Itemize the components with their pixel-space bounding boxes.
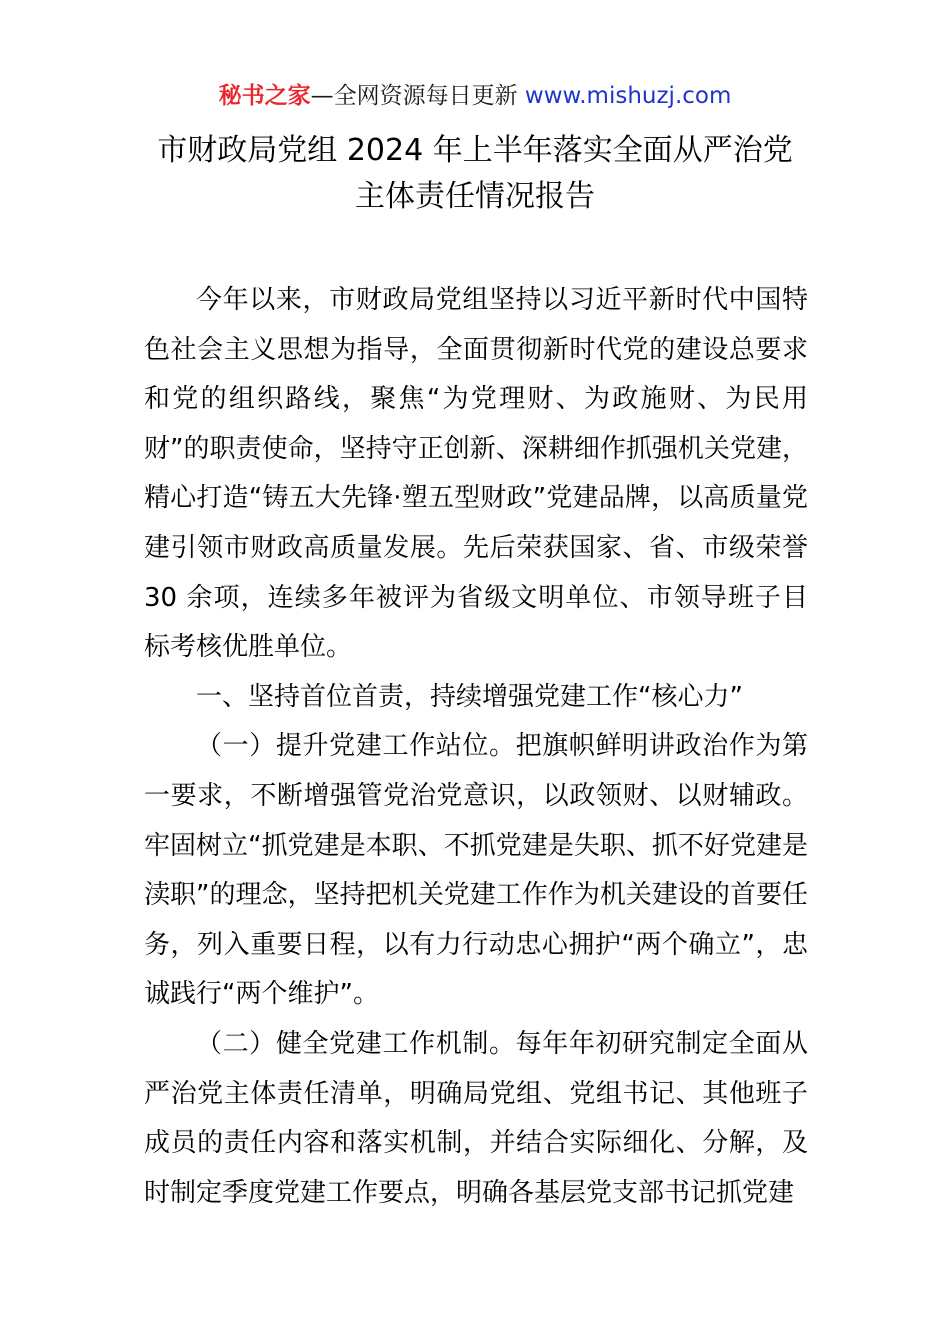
section-heading: 一、坚持首位首责，持续增强党建工作“核心力” [196, 681, 743, 712]
site-url-link[interactable]: www.mishuzj.com [524, 83, 732, 109]
brand-name: 秘书之家 [218, 83, 311, 109]
body-paragraph: （二）健全党建工作机制。每年年初研究制定全面从严治党主体责任清单，明确局党组、党组书记、其他班子成员的责任内容和落实机制，并结合实际细化、分解，及时制定季度党建工作要点，明确各基层党支部书记抓党建 [144, 1028, 808, 1208]
document-body [144, 276, 808, 1218]
intro-paragraph: 今年以来，市财政局党组坚持以习近平新时代中国特色社会主义思想为指导，全面贯彻新时代党的建设总要求和党的组织路线，聚焦“为党理财、为政施财、为民用财”的职责使命，坚持守正创新、深耕细作抓强机关党建，精心打造“铸五大先锋·塑五型财政”党建品牌，以高质量党建引领市财政高质量发展。先后荣获国家、省、市级荣誉 30 余项，连续多年被评为省级文明单位、市领导班子目标考核优胜单位。 [144, 285, 808, 663]
body-paragraph: （一）提升党建工作站位。把旗帜鲜明讲政治作为第一要求，不断增强管党治党意识，以政领财、以财辅政。牢固树立“抓党建是本职、不抓党建是失职、抓不好党建是渎职”的理念，坚持把机关党建工作作为机关建设的首要任务，列入重要日程，以有力行动忠心拥护“两个确立”，忠诚践行“两个维护”。 [144, 731, 808, 1010]
header-tagline: —全网资源每日更新 [310, 83, 525, 109]
site-header [0, 80, 950, 112]
title-line-2: 主体责任情况报告 [355, 179, 595, 214]
title-line-1: 市财政局党组 2024 年上半年落实全面从严治党 [157, 133, 793, 168]
document-title [100, 128, 850, 220]
